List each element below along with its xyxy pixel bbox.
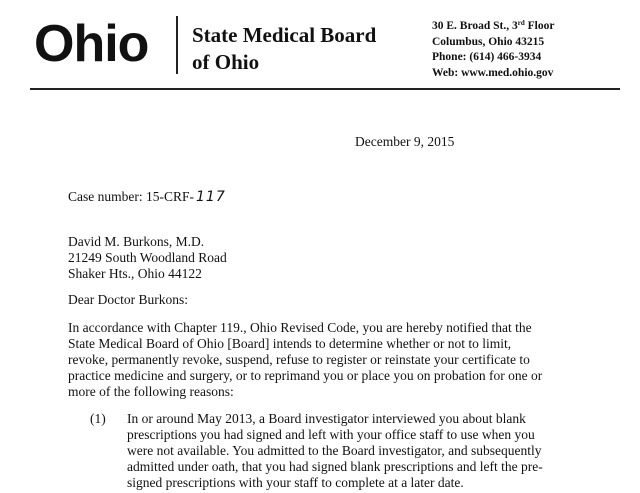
ohio-logo: Ohio xyxy=(34,15,149,73)
case-number-label: Case number: 15-CRF- xyxy=(68,189,194,204)
reason-line: In or around May 2013, a Board investigator interviewed you about blank xyxy=(127,411,526,426)
address-web: Web: www.med.ohio.gov xyxy=(432,66,554,79)
recipient-city: Shaker Hts., Ohio 44122 xyxy=(68,266,202,281)
paragraph-line: In accordance with Chapter 119., Ohio Revised Code, you are hereby notified that the xyxy=(68,320,532,335)
address-street-text: 30 E. Broad St., 3 xyxy=(432,20,518,32)
reason-line: prescriptions you had signed and left with your office staff to use when you xyxy=(127,427,535,442)
letter-date: December 9, 2015 xyxy=(355,134,455,149)
recipient-street: 21249 South Woodland Road xyxy=(68,250,227,265)
reason-line: signed prescriptions with your staff to complete at a later date. xyxy=(127,475,464,490)
address-floor: Floor xyxy=(524,20,555,32)
reason-number: (1) xyxy=(90,411,106,426)
letterhead xyxy=(0,0,640,92)
recipient-name: David M. Burkons, M.D. xyxy=(68,234,205,249)
reason-text xyxy=(127,411,627,491)
board-name-line2: of Ohio xyxy=(192,50,260,74)
recipient-address xyxy=(68,234,227,282)
address-street xyxy=(432,19,554,35)
board-name xyxy=(192,22,376,76)
board-name-line1: State Medical Board xyxy=(192,23,377,47)
paragraph-line: more of the following reasons: xyxy=(68,384,234,399)
address-phone: Phone: (614) 466-3934 xyxy=(432,51,542,63)
paragraph-line: State Medical Board of Ohio [Board] intends to determine whether or not to limit, xyxy=(68,336,512,351)
case-number-handwritten: 117 xyxy=(196,189,226,205)
address-ordinal: rd xyxy=(517,19,525,27)
letterhead-divider xyxy=(176,16,178,74)
reason-line: were not available. You admitted to the Board investigator, and subsequently xyxy=(127,443,542,458)
reason-line: admitted under oath, that you had signed blank prescriptions and left the pre- xyxy=(127,459,543,474)
case-number xyxy=(68,189,226,205)
notice-paragraph xyxy=(68,320,628,400)
board-address xyxy=(432,19,554,81)
salutation: Dear Doctor Burkons: xyxy=(68,292,188,307)
paragraph-line: practice medicine and surgery, or to reprimand you or place you on probation for one or xyxy=(68,368,543,383)
paragraph-line: revoke, permanently revoke, suspend, refuse to register or reinstate your certificate to xyxy=(68,352,530,367)
address-city: Columbus, Ohio 43215 xyxy=(432,35,545,48)
letterhead-rule xyxy=(30,88,620,90)
